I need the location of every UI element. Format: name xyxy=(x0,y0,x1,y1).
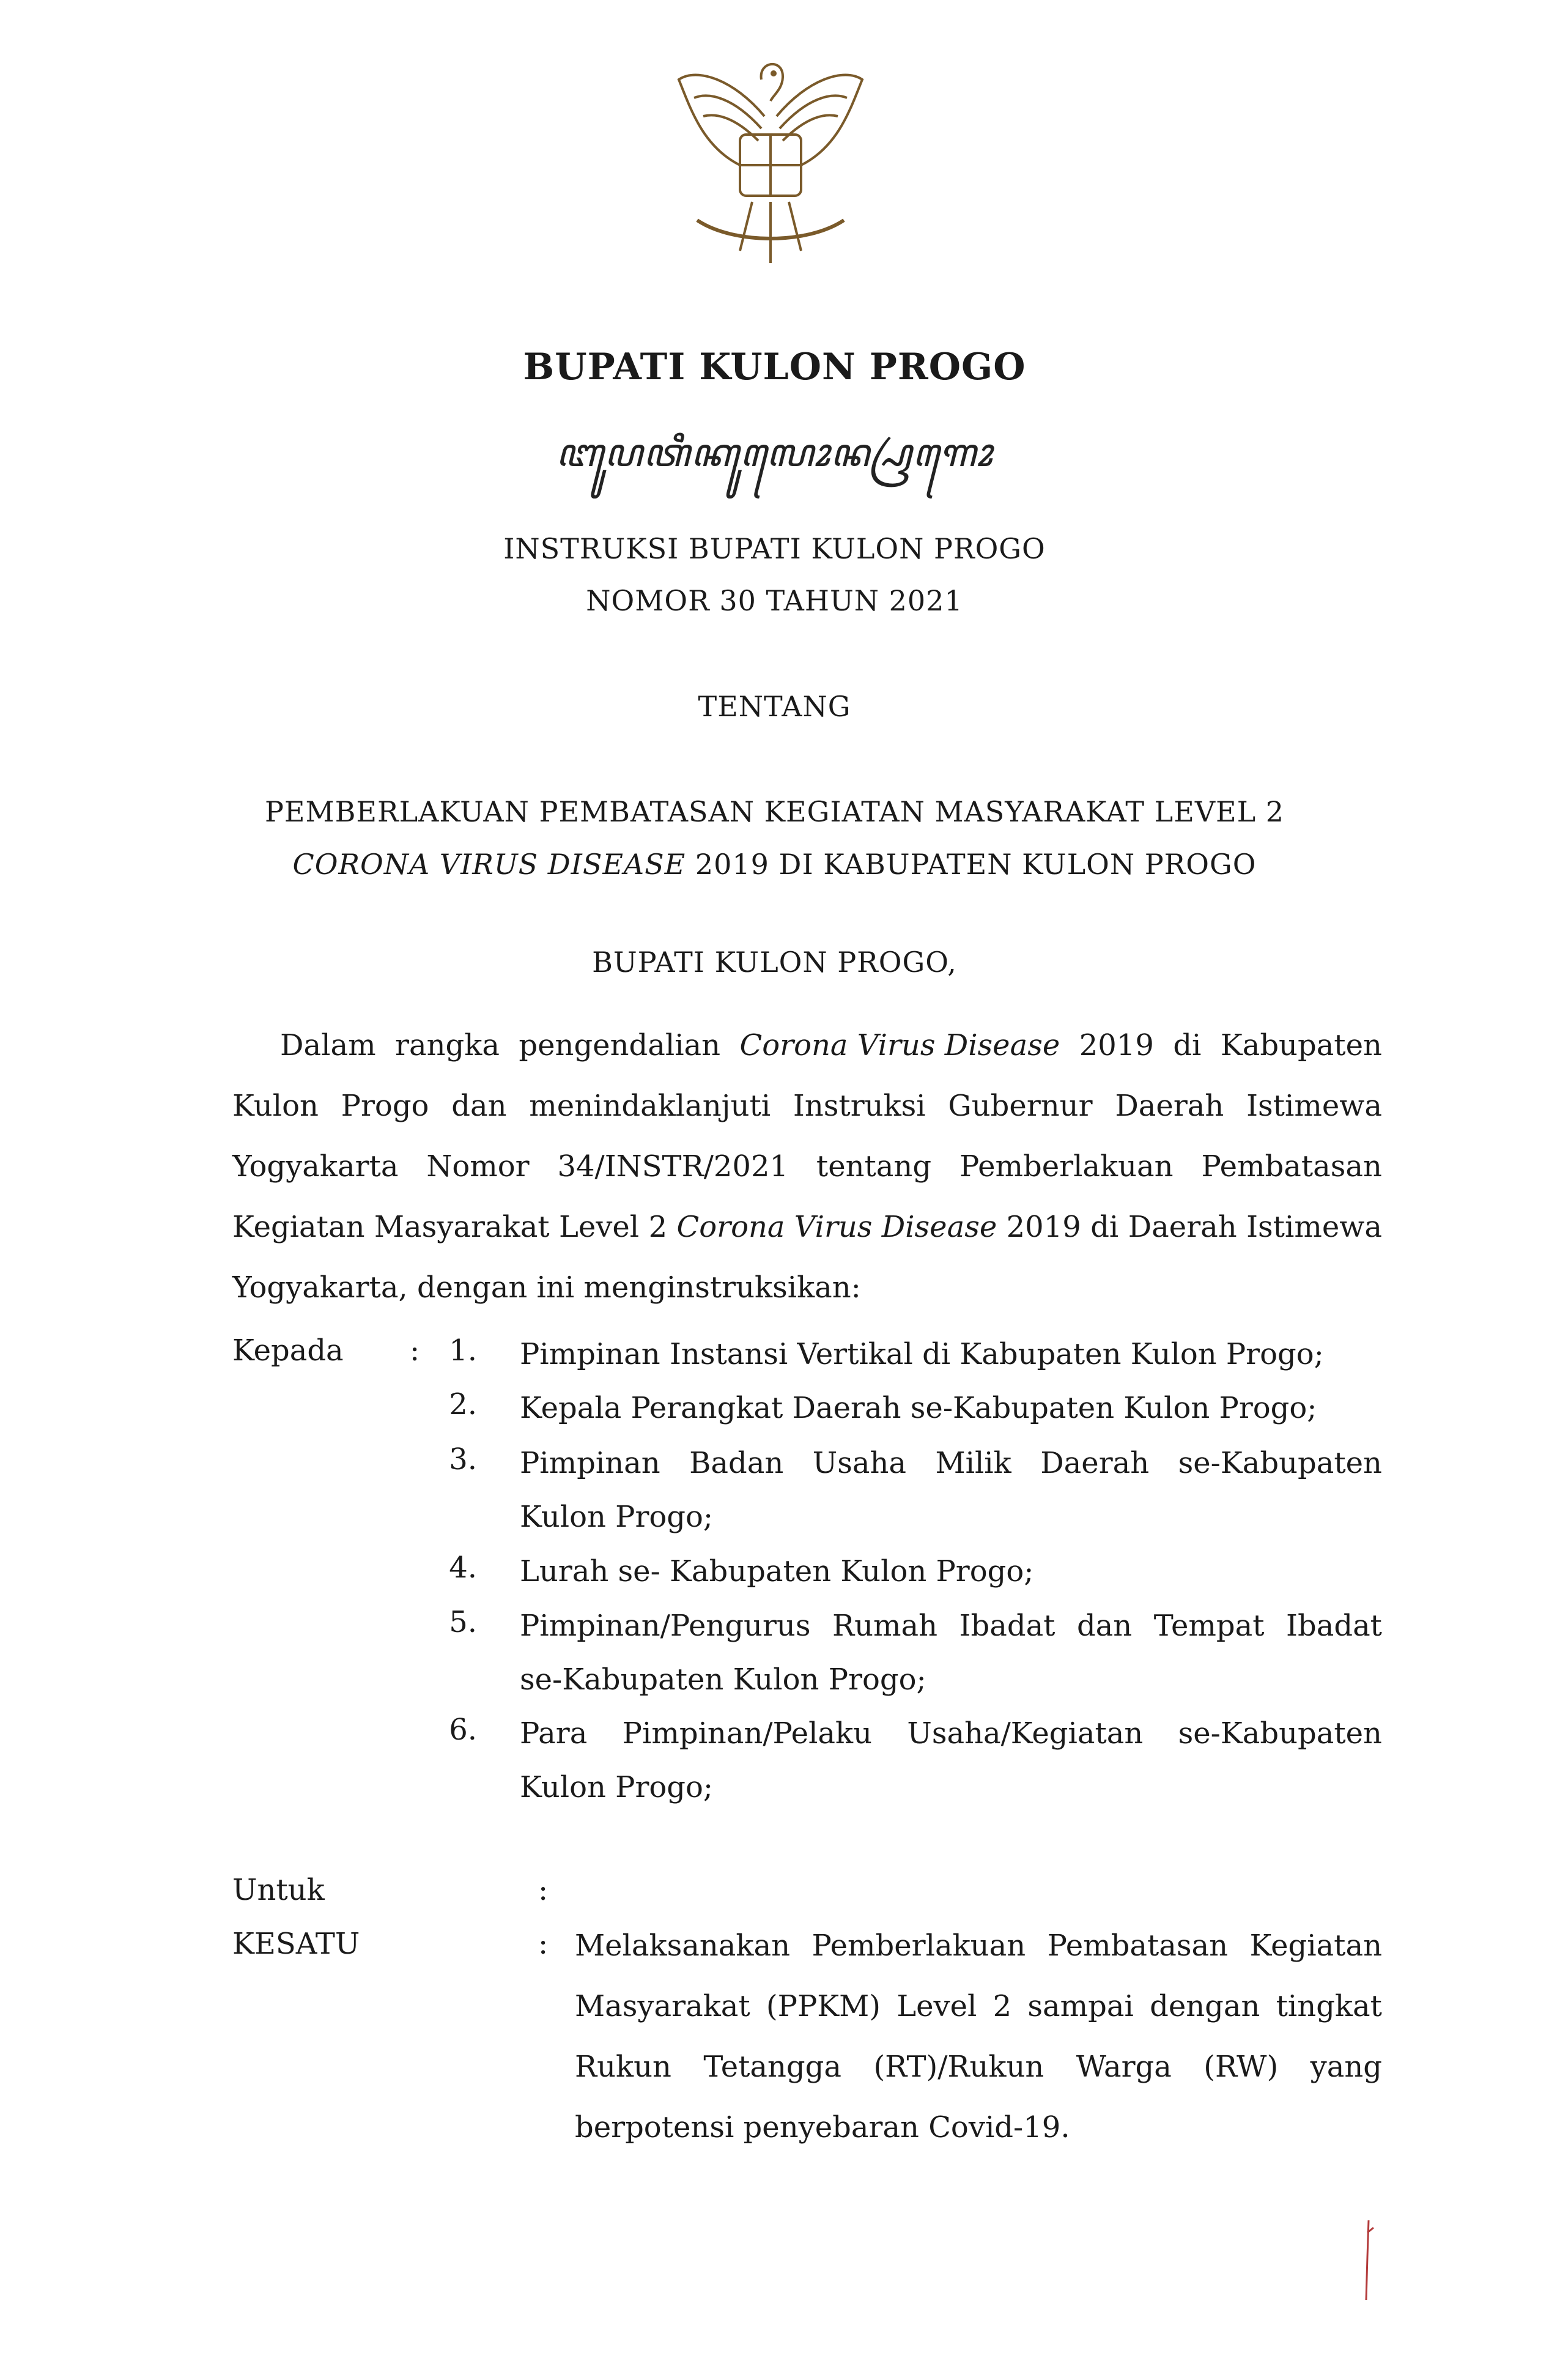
word: Dalam xyxy=(280,1028,376,1062)
word: di xyxy=(1173,1028,1202,1062)
kesatu-label: KESATU xyxy=(232,1927,360,1961)
word: Milik xyxy=(935,1446,1011,1480)
purpose-label: Untuk xyxy=(232,1873,325,1907)
word: Pemberlakuan xyxy=(959,1149,1174,1184)
preamble-line-4 xyxy=(232,1197,1382,1258)
recipient-number: 5. xyxy=(449,1605,477,1639)
word: Ibadat xyxy=(1286,1609,1382,1643)
word: Kulon xyxy=(232,1089,319,1123)
word: Melaksanakan xyxy=(575,1929,791,1963)
recipients-label: Kepada xyxy=(232,1333,344,1368)
word: dengan xyxy=(1150,1989,1260,2023)
preamble-line-1 xyxy=(232,1015,1382,1076)
word: se-Kabupaten xyxy=(1178,1446,1382,1480)
word: Progo xyxy=(341,1089,429,1123)
word: Kulon Progo; xyxy=(520,1500,714,1534)
word: Daerah xyxy=(1040,1446,1150,1480)
word: Gubernur xyxy=(948,1089,1093,1123)
word: se-Kabupaten Kulon Progo; xyxy=(520,1663,926,1697)
preamble-paragraph xyxy=(232,1015,1382,1318)
recipient-number: 3. xyxy=(449,1442,477,1477)
recipient-item-2 xyxy=(520,1381,1382,1435)
recipient-number: 4. xyxy=(449,1551,477,1585)
kesatu-text xyxy=(575,1916,1382,2158)
word: rangka xyxy=(395,1028,500,1062)
subject-rest: 2019 DI KABUPATEN KULON PROGO xyxy=(686,848,1257,881)
word: Pimpinan xyxy=(520,1446,660,1480)
word: Badan xyxy=(689,1446,784,1480)
word: Pembatasan xyxy=(1047,1929,1229,1963)
word: sampai xyxy=(1027,1989,1134,2023)
about-label: TENTANG xyxy=(698,690,851,723)
purpose-colon: : xyxy=(538,1873,549,1907)
word: Yogyakarta, dengan ini menginstruksikan: xyxy=(232,1270,861,1305)
word: Yogyakarta xyxy=(232,1149,399,1184)
word: Pemberlakuan xyxy=(811,1929,1026,1963)
word: Tetangga xyxy=(703,2050,841,2084)
word: berpotensi penyebaran Covid-19. xyxy=(575,2110,1070,2145)
recipient-text: Pimpinan Instansi Vertikal di Kabupaten Kulon Progo; xyxy=(520,1337,1324,1371)
word: Ibadat xyxy=(959,1609,1055,1643)
word: Pembatasan xyxy=(1201,1149,1382,1184)
word: dan xyxy=(1076,1609,1133,1643)
garuda-emblem-icon xyxy=(660,43,881,275)
subject-italic: CORONA VIRUS DISEASE xyxy=(292,848,686,881)
word: Kegiatan xyxy=(1249,1929,1382,1963)
recipient-item-4 xyxy=(520,1544,1382,1598)
recipient-item-6 xyxy=(520,1707,1382,1814)
word: Pimpinan/Pengurus xyxy=(520,1609,811,1643)
word: Nomor xyxy=(426,1149,530,1184)
javanese-script-title: ꦧꦸꦥꦠꦶꦏꦸꦭꦺꦴꦤ꧀ꦥꦿꦒꦺꦴ xyxy=(556,431,993,476)
document-heading: BUPATI KULON PROGO xyxy=(523,346,1026,388)
preamble-line-3 xyxy=(232,1136,1382,1197)
word: Daerah xyxy=(1115,1089,1224,1123)
word: Usaha/Kegiatan xyxy=(907,1716,1144,1751)
word: 2019 xyxy=(1006,1210,1081,1244)
word: Warga xyxy=(1076,2050,1172,2084)
subject-line-2 xyxy=(0,848,1549,881)
word: Istimewa xyxy=(1246,1089,1382,1123)
recipient-item-3 xyxy=(520,1436,1382,1544)
word: Daerah xyxy=(1128,1210,1237,1244)
word: menindaklanjuti xyxy=(529,1089,771,1123)
word: (PPKM) xyxy=(766,1989,881,2023)
word: tentang xyxy=(816,1149,932,1184)
kesatu-colon: : xyxy=(538,1927,549,1961)
word: Rukun xyxy=(575,2050,671,2084)
word: Para xyxy=(520,1716,588,1751)
word-italic: Corona Virus Disease xyxy=(739,1028,1060,1062)
word: Masyarakat xyxy=(575,1989,750,2023)
word: dan xyxy=(451,1089,507,1123)
word: Usaha xyxy=(812,1446,906,1480)
recipient-number: 6. xyxy=(449,1713,477,1747)
word: Tempat xyxy=(1153,1609,1265,1643)
word: Kegiatan xyxy=(232,1210,365,1244)
preamble-line-5 xyxy=(232,1258,1382,1318)
word: pengendalian xyxy=(519,1028,721,1062)
word: 2 xyxy=(648,1210,668,1244)
word: yang xyxy=(1310,2050,1382,2084)
recipient-text: Lurah se- Kabupaten Kulon Progo; xyxy=(520,1554,1034,1589)
word: (RW) xyxy=(1203,2050,1279,2084)
recipient-text: Kepala Perangkat Daerah se-Kabupaten Kulon Progo; xyxy=(520,1391,1317,1425)
word: se-Kabupaten xyxy=(1178,1716,1382,1751)
issuer-line: BUPATI KULON PROGO, xyxy=(592,946,957,979)
word: Rumah xyxy=(832,1609,938,1643)
instruction-title: INSTRUKSI BUPATI KULON PROGO xyxy=(503,532,1046,565)
word: Pimpinan/Pelaku xyxy=(622,1716,873,1751)
word: Level xyxy=(896,1989,977,2023)
recipient-number: 2. xyxy=(449,1387,477,1422)
recipients-colon: : xyxy=(410,1333,420,1368)
word: 2 xyxy=(993,1989,1012,2023)
subject-line-1: PEMBERLAKUAN PEMBATASAN KEGIATAN MASYARAKAT LEVEL 2 xyxy=(264,795,1285,828)
word: 2019 xyxy=(1079,1028,1154,1062)
word: 34/INSTR/2021 xyxy=(557,1149,789,1184)
recipient-item-5 xyxy=(520,1599,1382,1707)
word: Istimewa xyxy=(1246,1210,1382,1244)
paraf-initial-icon xyxy=(1358,2214,1382,2306)
word: (RT)/Rukun xyxy=(873,2050,1044,2084)
preamble-line-2 xyxy=(232,1076,1382,1136)
word: tingkat xyxy=(1276,1989,1382,2023)
recipient-number: 1. xyxy=(449,1333,477,1368)
recipient-item-1 xyxy=(520,1327,1382,1381)
word: Kabupaten xyxy=(1220,1028,1382,1062)
word: Kulon Progo; xyxy=(520,1770,714,1804)
word: Masyarakat xyxy=(374,1210,550,1244)
word-italic: Corona Virus Disease xyxy=(676,1210,997,1244)
word: Level xyxy=(559,1210,640,1244)
word: Instruksi xyxy=(793,1089,926,1123)
instruction-number: NOMOR 30 TAHUN 2021 xyxy=(586,584,963,617)
word: di xyxy=(1090,1210,1119,1244)
